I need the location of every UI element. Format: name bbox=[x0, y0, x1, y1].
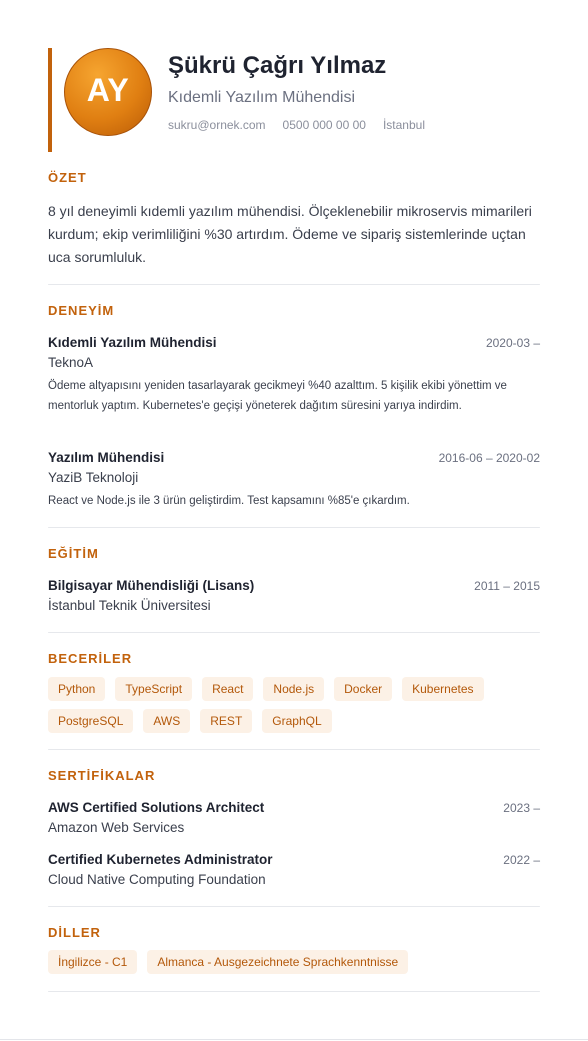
contact-email[interactable]: sukru@ornek.com bbox=[168, 118, 266, 132]
experience-company: TeknoA bbox=[48, 355, 94, 370]
skill-chip: TypeScript bbox=[115, 677, 192, 701]
language-chip: Almanca - Ausgezeichnete Sprachkenntnisse bbox=[147, 950, 408, 974]
section-divider bbox=[48, 991, 540, 992]
section-languages bbox=[48, 925, 540, 985]
experience-description: React ve Node.js ile 3 ürün geliştirdim. Test kapsamını %85'e çıkardım. bbox=[48, 495, 410, 507]
experience-role: Kıdemli Yazılım Mühendisi bbox=[48, 335, 217, 350]
certification-issuer: Cloud Native Computing Foundation bbox=[48, 872, 266, 887]
section-divider bbox=[48, 906, 540, 907]
skill-chip: React bbox=[202, 677, 253, 701]
section-divider bbox=[48, 632, 540, 633]
section-skills bbox=[48, 651, 540, 741]
section-education bbox=[48, 546, 540, 626]
experience-company: YaziB Teknoloji bbox=[48, 470, 139, 485]
section-title-summary: ÖZET bbox=[48, 170, 87, 185]
section-divider bbox=[48, 527, 540, 528]
candidate-name: Şükrü Çağrı Yılmaz bbox=[168, 52, 387, 79]
certification-name: AWS Certified Solutions Architect bbox=[48, 800, 265, 815]
section-title-certifications: SERTİFİKALAR bbox=[48, 768, 156, 783]
experience-description: Ödeme altyapısını yeniden tasarlayarak gecikmeyi %40 azalttım. 5 kişilik ekibi yönettim ve mentorluk yaptım. Kubernetes'e geçişi yöneterek dağıtım süresini yarıya indirdim. bbox=[48, 380, 507, 412]
skill-chip: Python bbox=[48, 677, 105, 701]
certification-date: 2023 – bbox=[503, 801, 540, 815]
skill-chip: PostgreSQL bbox=[48, 709, 133, 733]
contact-phone[interactable]: 0500 000 00 00 bbox=[282, 118, 366, 132]
section-divider bbox=[48, 749, 540, 750]
skill-chip: REST bbox=[200, 709, 252, 733]
skill-chip: Docker bbox=[334, 677, 392, 701]
section-divider bbox=[48, 284, 540, 285]
section-certifications bbox=[48, 768, 540, 898]
candidate-title: Kıdemli Yazılım Mühendisi bbox=[168, 89, 356, 106]
education-degree: Bilgisayar Mühendisliği (Lisans) bbox=[48, 578, 255, 593]
certification-issuer: Amazon Web Services bbox=[48, 820, 185, 835]
skill-chip: AWS bbox=[143, 709, 190, 733]
certification-date: 2022 – bbox=[503, 853, 540, 867]
page-bottom-border bbox=[0, 1039, 588, 1040]
language-chip: İngilizce - C1 bbox=[48, 950, 137, 974]
contact-city: İstanbul bbox=[382, 118, 425, 132]
summary-text: 8 yıl deneyimli kıdemli yazılım mühendisi. Ölçeklenebilir mikroservis mimarileri kurdum; ekip verimliliğini %30 artırdım. Ödeme ve sipariş sistemlerinde uçtan uca sorumluluk. bbox=[48, 203, 532, 265]
skill-chip: Kubernetes bbox=[402, 677, 483, 701]
section-title-education: EĞİTİM bbox=[48, 546, 99, 561]
skills-list bbox=[48, 677, 540, 733]
avatar bbox=[64, 48, 152, 136]
experience-role: Yazılım Mühendisi bbox=[48, 450, 165, 465]
avatar-initials: AY bbox=[86, 71, 130, 108]
skill-chip: Node.js bbox=[263, 677, 324, 701]
contact-info bbox=[168, 118, 425, 132]
section-title-experience: DENEYİM bbox=[48, 303, 115, 318]
resume-header bbox=[48, 48, 540, 152]
experience-date: 2020-03 – bbox=[485, 336, 540, 350]
section-title-languages: DİLLER bbox=[48, 925, 101, 940]
experience-date: 2016-06 – 2020-02 bbox=[438, 451, 540, 465]
skill-chip: GraphQL bbox=[262, 709, 331, 733]
education-date: 2011 – 2015 bbox=[474, 579, 540, 593]
certification-name: Certified Kubernetes Administrator bbox=[48, 852, 273, 867]
section-experience bbox=[48, 303, 540, 523]
accent-bar bbox=[48, 48, 52, 152]
education-school: İstanbul Teknik Üniversitesi bbox=[48, 598, 211, 613]
section-title-skills: BECERİLER bbox=[48, 651, 133, 666]
languages-list bbox=[48, 950, 540, 974]
